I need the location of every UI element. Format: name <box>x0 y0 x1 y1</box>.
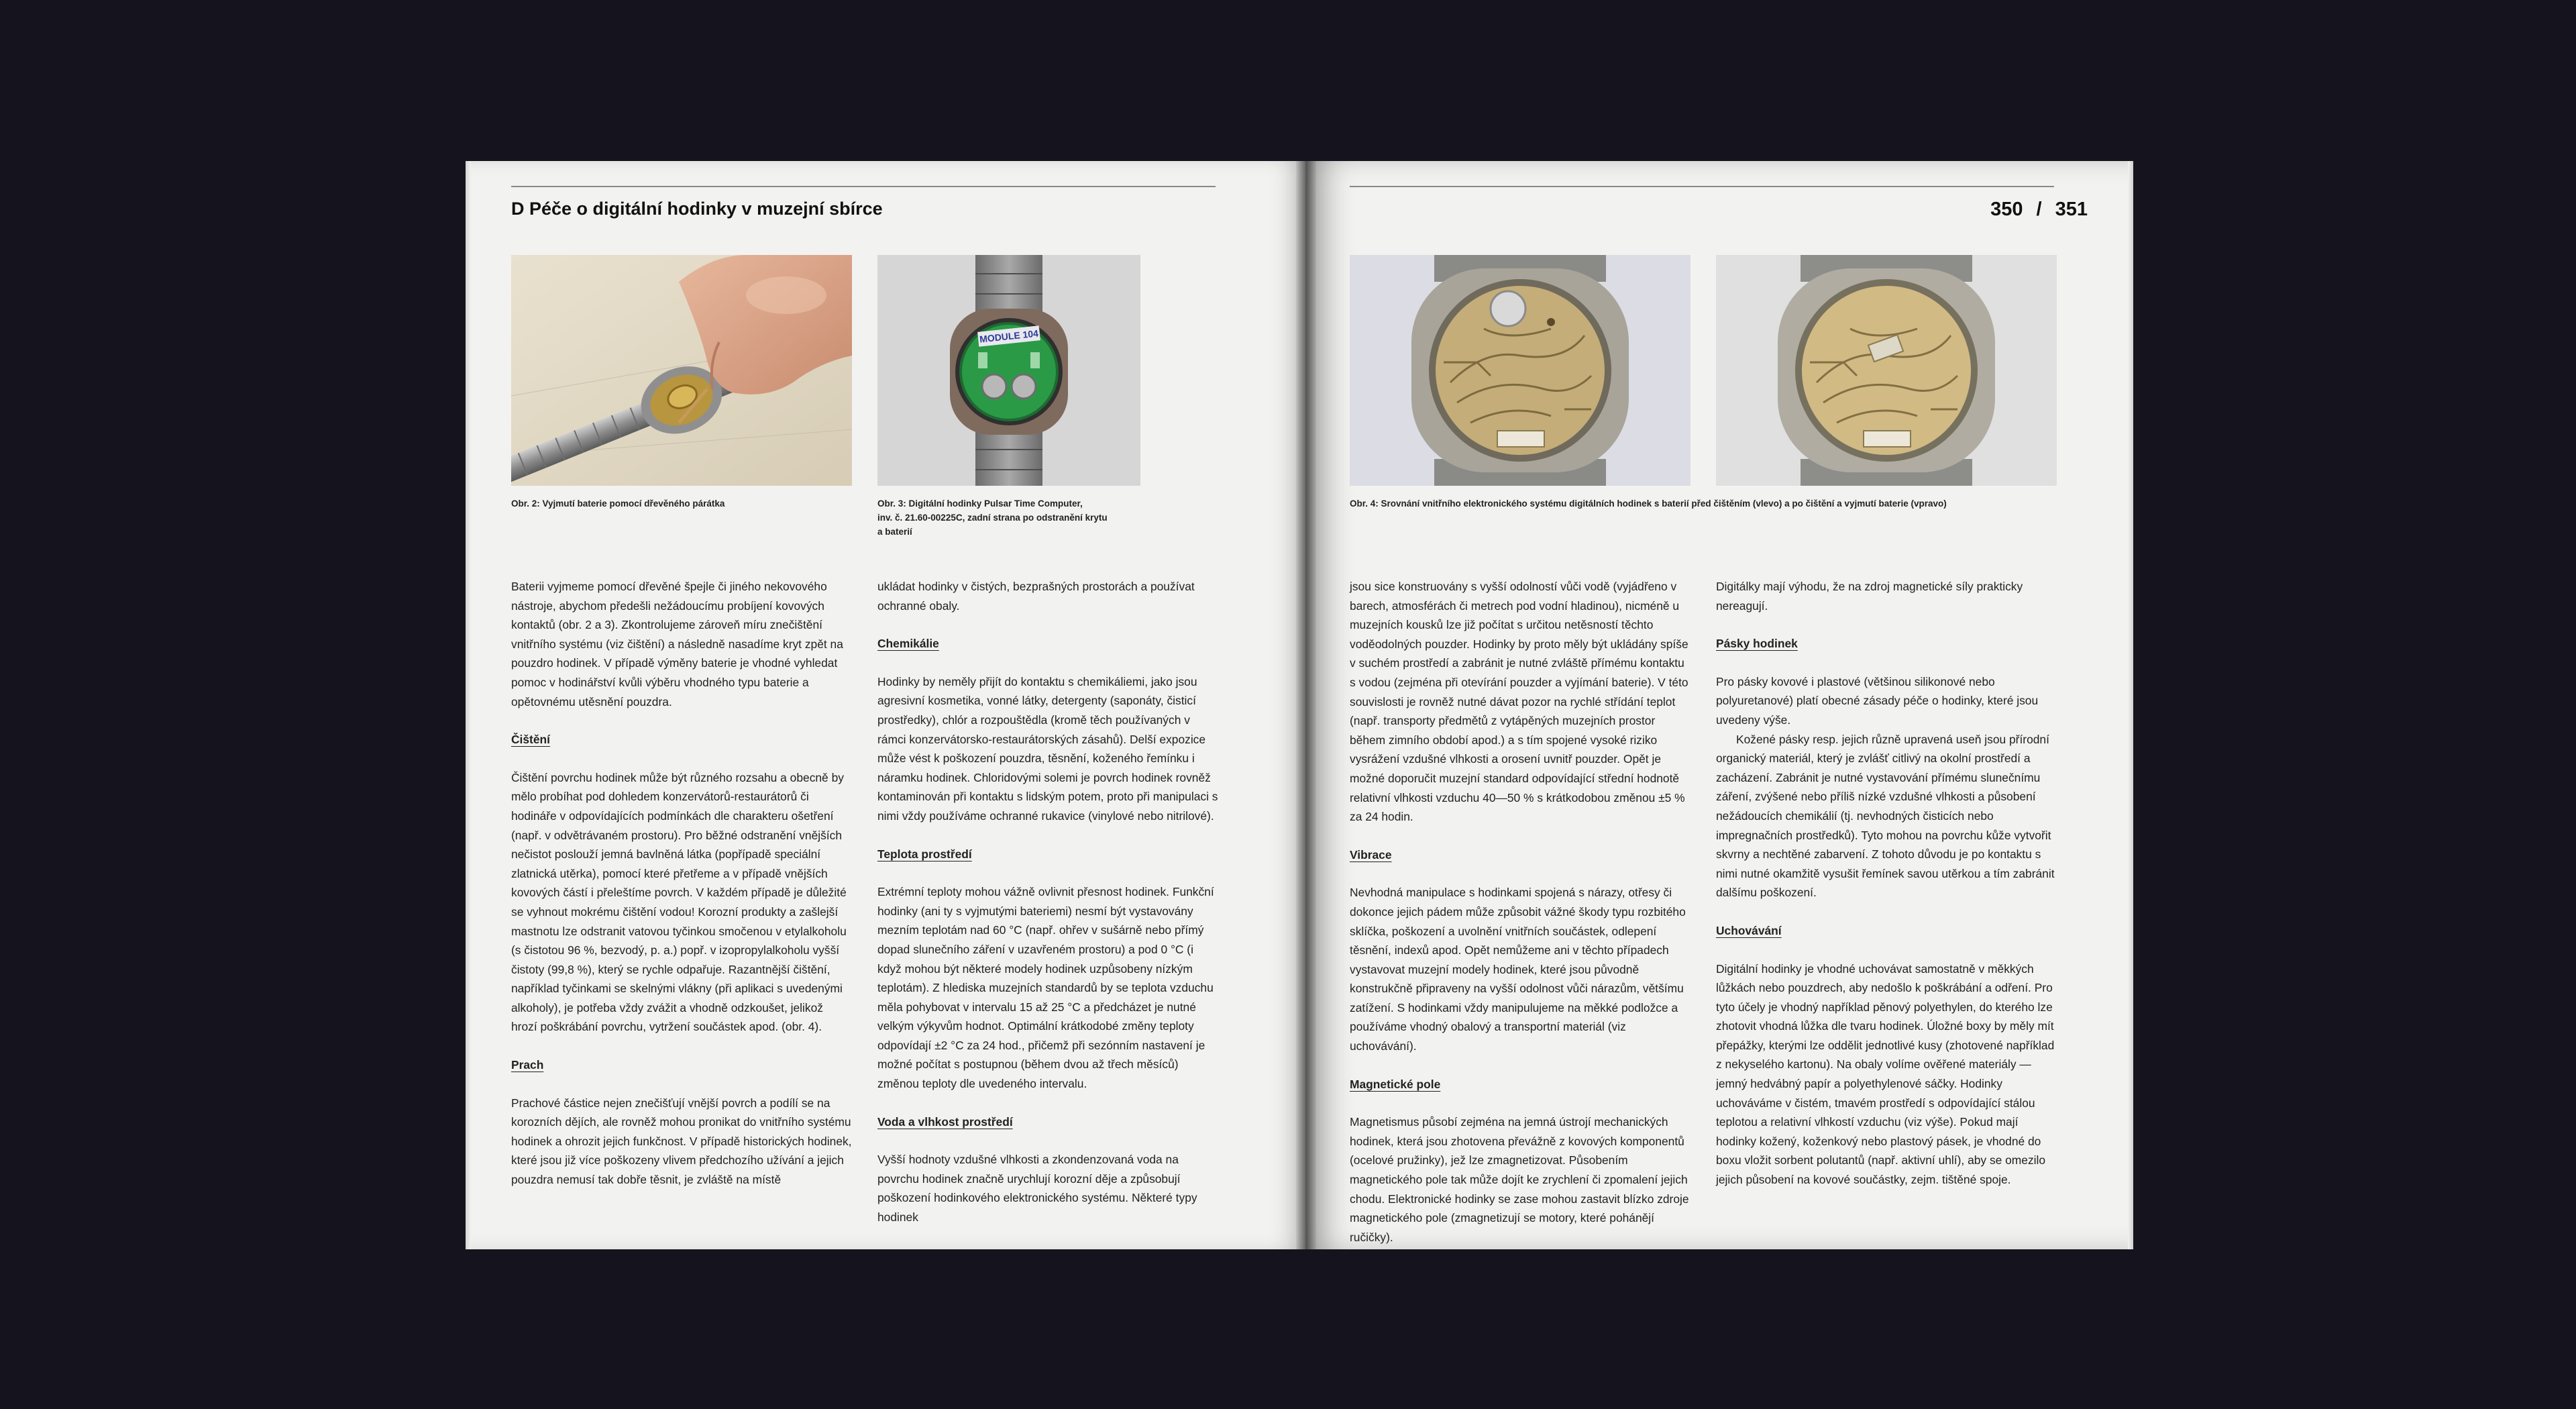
paragraph: Čištění povrchu hodinek může být různého rozsahu a obecně by mělo probíhat pod dohledem konzervátorů-restaurátorů či hodináře v odpovídajících podmínkách dle charakteru ošetření (např. v odvětrávaném prostoru). Pro běžné odstranění vnějších nečistot poslouží jemná bavlněná látka (popřípadě speciální zlatnická utěrka), pomocí které přetřeme a v případě vnějších kovových částí i přeleštíme povrch. V každém případě je důležité se vyhnout mokrému čištění vodou! Korozní produkty a zašlejší mastnotu lze odstranit vatovou tyčinkou smočenou v etylalkoholu (s čistotou 96 %, bezvodý, p. a.) popř. v izopropylalkoholu vyšší čistoty (99,8 %), který se rychle odpařuje. Razantnější čištění, například tyčinkami se skelnými vlákny (při aplikaci s uvedenými alkoholy), je potřeba vždy zvážit a vhodně odzkoušet, jelikož hrozí poškrábání povrchu, vytržení součástek apod. (obr. 4). <box>511 770 847 1034</box>
paragraph: Digitálky mají výhodu, že na zdroj magnetické síly prakticky nereagují. <box>1716 580 2023 613</box>
paragraph: Digitální hodinky je vhodné uchovávat samostatně v měkkých lůžkách nebo pouzdrech, aby nedošlo k poškrábání a odření. Pro tyto účely je vhodný například pěnový polyethylen, do kterého lze zhotovit vhodná lůžka dle tvaru hodinek. Úložné boxy by měly mít přepážky, kterými lze oddělit jednotlivé kusy (zhotovené například z nekyselého kartonu). Na obaly volíme ověřené materiály — jemný hedvábný papír a polyethylenové sáčky. Hodinky uchováváme v čistém, tmavém prostředí s odpovídající stálou teplotou a relativní vlhkostí vzduchu (viz výše). Pokud mají hodinky kožený, koženkový nebo plastový pásek, je vhodné do boxu vložit sorbent polutantů (např. aktivní uhlí), aby se omezilo jejich působení na kovové součástky, zejm. tištěné spoje. <box>1716 961 2055 1187</box>
page-edge-right <box>2128 161 2133 1249</box>
heading-uchovavani: Uchovávání <box>1716 923 1782 937</box>
heading-chemikalie: Chemikálie <box>877 637 939 651</box>
header-rule <box>511 186 1216 187</box>
paragraph: Vyšší hodnoty vzdušné vlhkosti a zkondenzovaná voda na povrchu hodinek značně urychlují korozní děje a způsobují poškození hodinkového elektronického systému. Některé typy hodinek <box>877 1153 1197 1224</box>
text-column-3 <box>1350 577 1690 1247</box>
paragraph: Kožené pásky resp. jejich různě upravená useň jsou přírodní organický materiál, který je zvlášť citlivý na okolní prostředí a zacházení. Zabránit je nutné vystavování přímému slunečnímu záření, zvýšené nebo příliš nízké vzdušné vlhkosti a působení nežádoucích chemikálií (tj. nevhodných čisticích nebo impregnačních prostředků). Tyto mohou na povrchu kůže vytvořit skvrny a nechtěné zabarvení. Z tohoto důvodu je po kontaktu s nimi nutné okamžitě vysušit řemínek savou utěrkou a tím zabránit dalšímu poškození. <box>1716 732 2055 900</box>
caption-fig3 <box>877 497 1159 539</box>
paragraph: Prachové částice nejen znečišťují vnější povrch a podílí se na korozních dějích, ale rovněž mohou pronikat do vnitřního systému hodinek a ohrozit jejich funkčnost. V případě historických hodinek, které jsou již více poškozeny vlivem předchozího užívání a jejich pouzdra nemusí tak dobře těsnit, je zvláště na místě <box>511 1096 852 1187</box>
text-column-4 <box>1716 577 2057 1190</box>
battery-removal-image <box>511 255 852 486</box>
paragraph: Pro pásky kovové i plastové (většinou silikonové nebo polyuretanové) platí obecné zásady péče o hodinky, které jsou uvedeny výše. <box>1716 674 2039 727</box>
page-edge-left <box>466 161 471 1249</box>
paragraph: Baterii vyjmeme pomocí dřevěné špejle či jiného nekovového nástroje, abychom předešli nežádoucímu probíjení kovových kontaktů (obr. 2 a 3). Zkontrolujeme zároveň míru znečištění vnitřního systému (viz čištění) a následně nasadíme kryt zpět na pouzdro hodinek. V případě výměny baterie je vhodné vyhledat pomoc v hodinářství kvůli výběru vhodného typu baterie a opětovnému utěsnění pouzdra. <box>511 580 843 709</box>
page-number-separator: / <box>2036 199 2042 220</box>
circuit-before-image <box>1350 255 1690 486</box>
paragraph: Hodinky by neměly přijít do kontaktu s chemikáliemi, jako jsou agresivní kosmetika, vonné látky, detergenty (saponáty, čisticí prostředky), chlór a rozpouštědla (kromě těch používaných v rámci konzervátorsko-restaurátorských zásahů). Delší expozice může vést k poškození pouzdra, těsnění, koženého řemínku i náramku hodinek. Chloridovými solemi je povrch hodinek rovněž kontaminován při kontaktu s lidským potem, proto při manipulaci s nimi vždy používáme ochranné rukavice (vinylové nebo nitrilové). <box>877 674 1218 823</box>
heading-vibrace: Vibrace <box>1350 847 1392 862</box>
caption-fig3-line1: Obr. 3: Digitální hodinky Pulsar Time Computer, <box>877 499 1083 509</box>
paragraph: jsou sice konstruovány s vyšší odolností vůči vodě (vyjádřeno v barech, atmosférách či metrech pod vodní hladinou), nicméně u muzejních kousků lze již počítat s určitou netěsností těchto voděodolných pouzder. Hodinky by proto měly být ukládány spíše v suchém prostředí a zabránit je nutné zvláště přímému kontaktu s vodou (zejména při otevírání pouzder a vyjímání baterie). V této souvislosti je rovněž nutné dávat pozor na rychlé střídání teplot (např. transporty předmětů z vytápěných muzejních prostor během zimního období apod.) a s tím spojené vysoké riziko vysrážení vzdušné vlhkosti a orosení uvnitř pouzder. Opět je možné doporučit muzejní standard odpovídající střední hodnotě relativní vlhkosti vzduchu 40—50 % s krátkodobou změnou ±5 % za 24 hodin. <box>1350 580 1688 824</box>
paragraph: Nevhodná manipulace s hodinkami spojená s nárazy, otřesy či dokonce jejich pádem může způsobit vážné škody typu rozbitého sklíčka, poškození a uvolnění vnitřních součástek, odlepení těsnění, indexů apod. Opět nemůžeme ani v těchto případech vystavovat muzejní modely hodinek, které jsou původně konstrukčně připraveny na vyšší odolnost vůči nárazům, většímu zatížení. S hodinkami vždy manipulujeme na měkké podložce a používáme vhodný obalový a transportní materiál (viz uchovávání). <box>1350 886 1686 1053</box>
left-page <box>466 161 1305 1249</box>
caption-fig3-line2: inv. č. 21.60-00225C, zadní strana po odstranění krytu <box>877 513 1108 523</box>
paragraph: Extrémní teploty mohou vážně ovlivnit přesnost hodinek. Funkční hodinky (ani ty s vyjmutými bateriemi) nesmí být vystavovány mezním teplotám nad 60 °C (např. ohřev v sušárně nebo přímý dopad slunečního záření v uzavřeném prostoru) a pod 0 °C (i když mohou být některé modely hodinek uzpůsobeny nízkým teplotám). Z hlediska muzejních standardů by se teplota vzduchu měla pohybovat v intervalu 15 až 25 °C a předcházet je nutné velkým výkyvům hodnot. Optimální krátkodobé změny teploty odpovídají ±2 °C za 24 hod., přičemž při sezónním nastavení je možné počítat s postupnou (během dvou až třech měsíců) změnou teploty dle uvedeného intervalu. <box>877 885 1214 1091</box>
caption-fig2: Obr. 2: Vyjmutí baterie pomocí dřevěného párátka <box>511 499 725 509</box>
caption-fig4: Obr. 4: Srovnání vnitřního elektronického systému digitálních hodinek s baterií před čištěním (vlevo) a po čištění a vyjmutí baterie (vpravo) <box>1350 499 1947 509</box>
text-column-1 <box>511 577 852 1190</box>
circuit-after-image <box>1716 255 2057 486</box>
page-number-right: 351 <box>2055 199 2088 220</box>
right-page <box>1305 161 2133 1249</box>
caption-fig3-line3: a baterií <box>877 527 912 537</box>
page-numbers <box>1990 199 2088 221</box>
photo-circuit-before <box>1350 255 1690 486</box>
text-column-2 <box>877 577 1218 1227</box>
paragraph: Magnetismus působí zejména na jemná ústrojí mechanických hodinek, která jsou zhotovena převážně z kovových komponentů (ocelové pružinky), jež lze zmagnetizovat. Působením magnetického pole tak může dojít ke zrychlení či zpomalení jejich chodu. Elektronické hodinky se zase mohou zastavit blízko zdroje magnetického pole (zmagnetizují se motory, které pohánějí ručičky). <box>1350 1115 1689 1244</box>
pulsar-watch-image <box>877 255 1140 486</box>
heading-teplota: Teplota prostředí <box>877 847 972 861</box>
paragraph: ukládat hodinky v čistých, bezprašných prostorách a používat ochranné obaly. <box>877 580 1195 613</box>
open-book <box>466 161 2133 1249</box>
heading-pasky-hodinek: Pásky hodinek <box>1716 637 1798 651</box>
watch-module-label: MODULE 104 <box>979 327 1039 345</box>
heading-prach: Prach <box>511 1058 544 1072</box>
heading-magneticke-pole: Magnetické pole <box>1350 1077 1441 1091</box>
header-rule <box>1350 186 2054 187</box>
heading-voda: Voda a vlhkost prostředí <box>877 1114 1013 1129</box>
heading-cisteni: Čištění <box>511 733 550 747</box>
photo-pulsar-watch <box>877 255 1140 486</box>
photo-circuit-after <box>1716 255 2057 486</box>
book-gutter <box>1296 161 1316 1249</box>
photo-battery-removal <box>511 255 852 486</box>
running-head: D Péče o digitální hodinky v muzejní sbírce <box>511 199 883 219</box>
page-number-left: 350 <box>1990 199 2023 220</box>
